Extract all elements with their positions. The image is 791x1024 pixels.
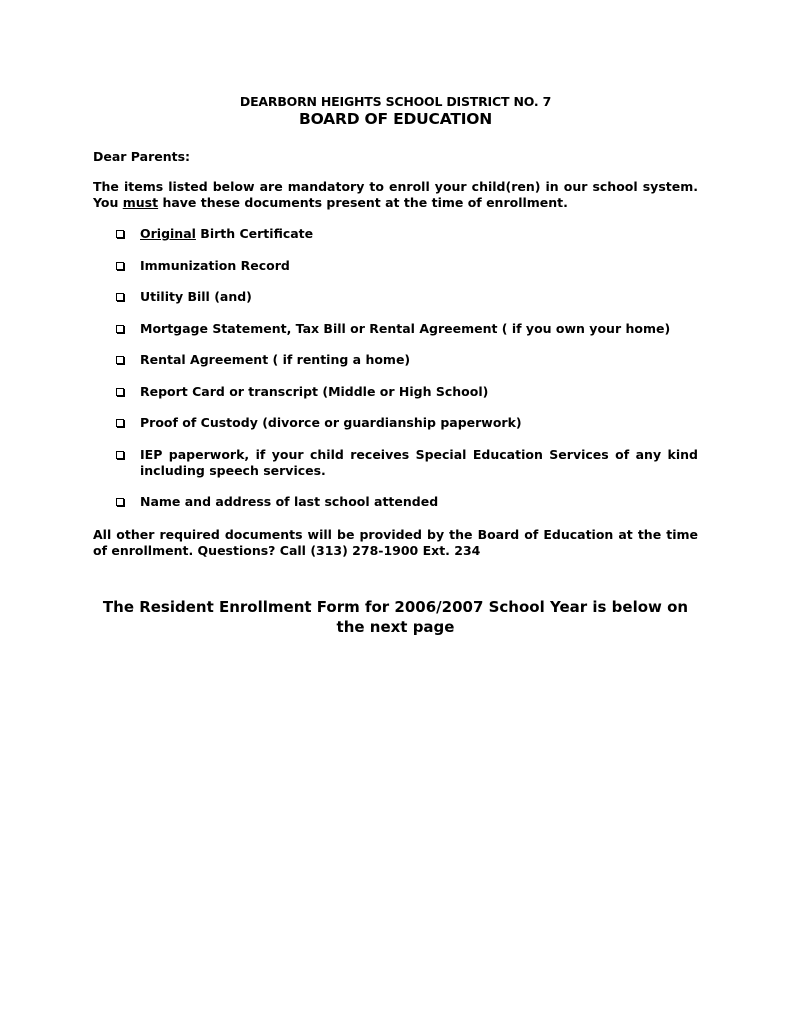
checkbox-bullet-icon: [116, 293, 124, 301]
item-label: IEP paperwork, if your child receives Special Education Services of any kind including speech services.: [140, 446, 698, 478]
enrollment-form-note: The Resident Enrollment Form for 2006/2007 School Year is below on the next page: [102, 598, 689, 636]
list-item-report-card: [116, 384, 698, 400]
list-item-birth-certificate: [116, 226, 698, 242]
item-label: Name and address of last school attended: [140, 494, 439, 509]
item-label: Proof of Custody (divorce or guardianship paperwork): [140, 415, 522, 430]
checkbox-bullet-icon: [116, 451, 124, 459]
list-item-rental-agreement: [116, 352, 698, 368]
intro-text-start: The items listed below are mandatory to enroll your child(ren) in our school system. You: [93, 179, 698, 210]
list-item-mortgage: [116, 321, 698, 337]
list-item-custody: [116, 415, 698, 431]
intro-paragraph: [93, 179, 698, 211]
item-label: Report Card or transcript (Middle or High School): [140, 383, 489, 399]
checkbox-bullet-icon: [116, 325, 124, 333]
board-title: BOARD OF EDUCATION: [298, 110, 493, 128]
salutation: Dear Parents:: [93, 149, 191, 164]
district-name: DEARBORN HEIGHTS SCHOOL DISTRICT NO. 7: [239, 94, 552, 109]
item-label: Rental Agreement ( if renting a home): [140, 352, 411, 367]
list-item-iep: [116, 447, 698, 479]
list-item-utility-bill: [116, 289, 698, 305]
closing-paragraph: All other required documents will be provided by the Board of Education at the time of enrollment. Questions? Call (313) 278-1900 Ext. 234: [93, 527, 698, 558]
intro-emphasis-must: must: [122, 195, 159, 210]
list-item-last-school: [116, 494, 698, 510]
list-item-immunization: [116, 258, 698, 274]
checkbox-bullet-icon: [116, 262, 124, 270]
item-label: Mortgage Statement, Tax Bill or Rental Agreement ( if you own your home): [140, 320, 671, 336]
item-label: Immunization Record: [140, 257, 290, 273]
required-documents-list: [116, 226, 698, 510]
checkbox-bullet-icon: [116, 230, 124, 238]
checkbox-bullet-icon: [116, 356, 124, 364]
checkbox-bullet-icon: [116, 419, 124, 427]
checkbox-bullet-icon: [116, 498, 124, 506]
intro-text-end: have these documents present at the time of enrollment.: [158, 195, 568, 210]
item-label: Utility Bill (and): [140, 289, 252, 304]
checkbox-bullet-icon: [116, 388, 124, 396]
item-label: Birth Certificate: [195, 226, 314, 241]
item-emphasis-original: Original: [140, 226, 196, 241]
